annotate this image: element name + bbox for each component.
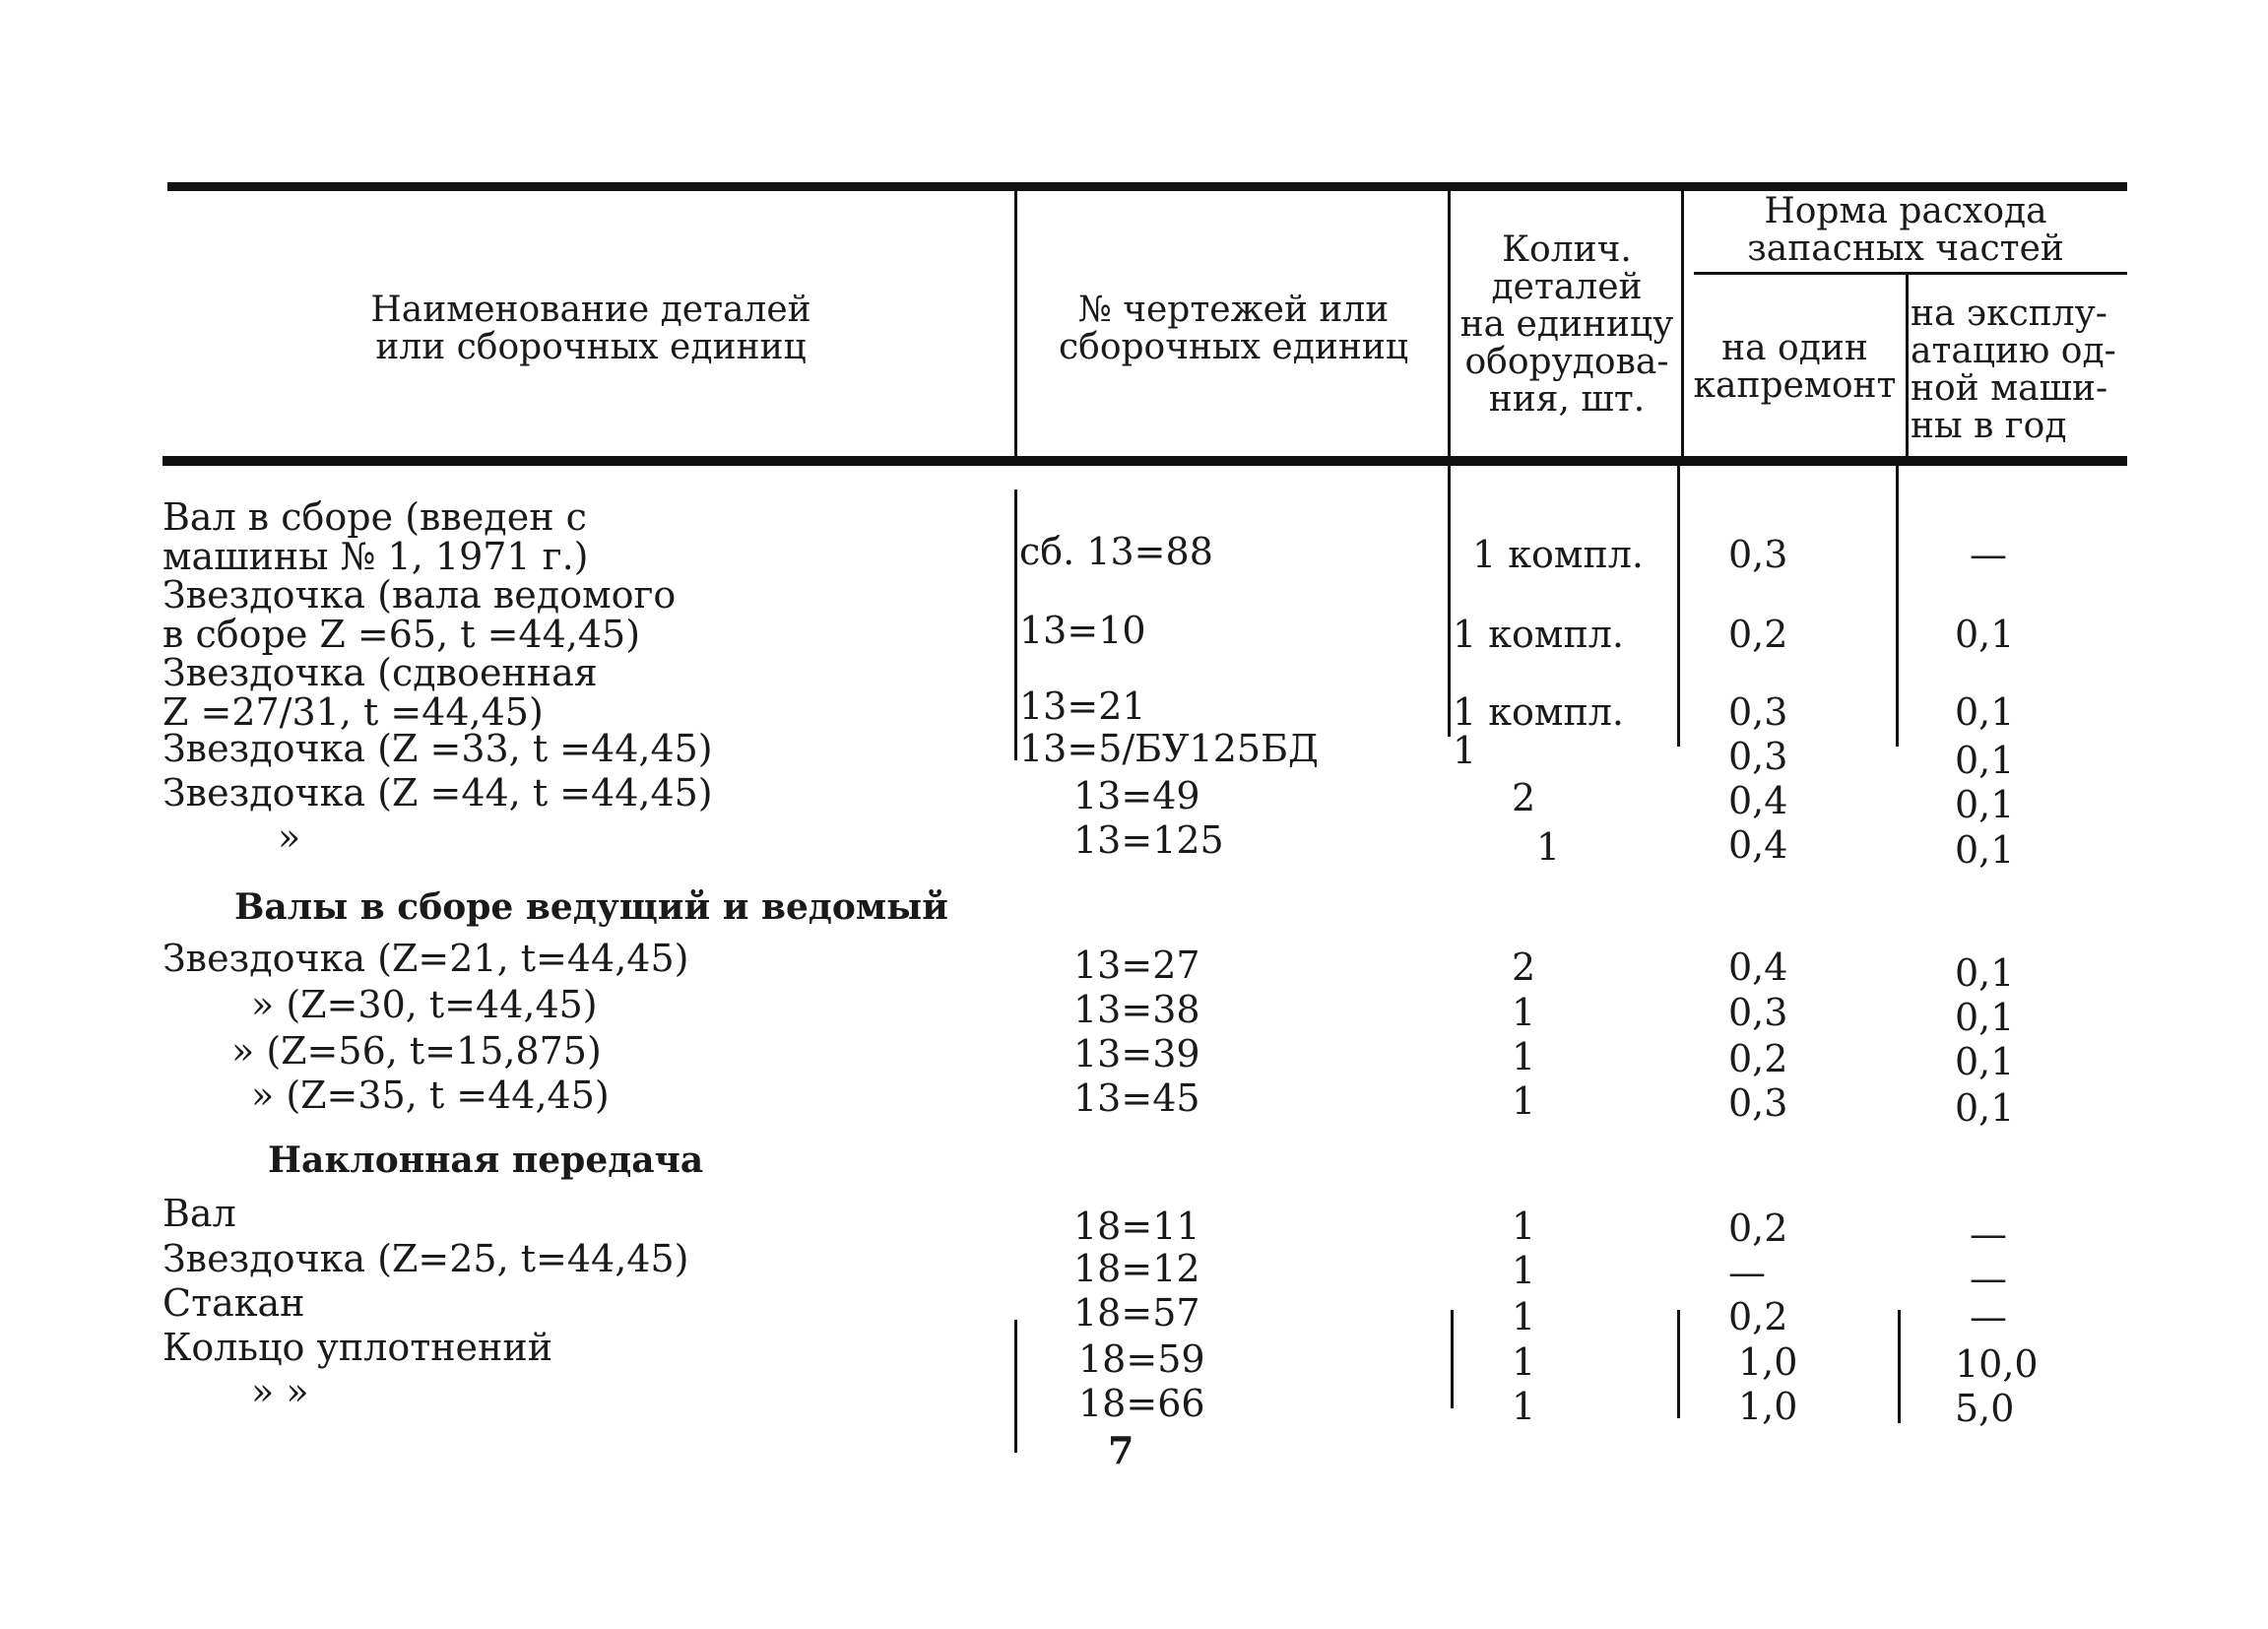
table-row-name: Звездочка (сдвоенная Z =27/31, t =44,45) <box>162 651 598 734</box>
table-row-drawing: 13=5/БУ125БД <box>1019 727 1319 770</box>
col-divider-1 <box>1014 191 1017 456</box>
table-row-drawing: 18=66 <box>1078 1382 1205 1425</box>
table-row-year: 0,1 <box>1955 1086 2015 1130</box>
table-row-repair: 0,2 <box>1728 613 1788 656</box>
table-row-name: Кольцо уплотнений <box>162 1326 553 1369</box>
table-row-qty: 1 <box>1512 1340 1536 1384</box>
table-row-repair: 0,3 <box>1728 991 1788 1034</box>
norm-header-rule <box>1694 272 2127 275</box>
table-row-name: Звездочка (вала ведомого в сборе Z =65, t =44,45) <box>162 573 677 656</box>
table-row-drawing: 13=39 <box>1073 1032 1200 1075</box>
table-row-repair: 0,4 <box>1728 823 1788 867</box>
col-divider-2 <box>1448 191 1451 456</box>
table-row-repair: 0,4 <box>1728 779 1788 822</box>
table-row-drawing: 13=10 <box>1019 609 1146 652</box>
table-row-qty: 1 <box>1512 1079 1536 1123</box>
table-row-name: Стакан <box>162 1281 305 1325</box>
table-row-repair: 0,3 <box>1728 533 1788 576</box>
header-bottom-rule <box>162 456 2127 466</box>
table-row-drawing: 13=21 <box>1019 684 1146 728</box>
col-divider-2-body <box>1448 466 1451 737</box>
table-row-qty: 1 <box>1512 1249 1536 1292</box>
header-drawing: № чертежей или сборочных единиц <box>1058 290 1409 367</box>
table-row-qty: 1 <box>1512 1295 1536 1338</box>
table-row-year: 10,0 <box>1955 1342 2039 1386</box>
table-row-drawing: 13=27 <box>1073 944 1200 987</box>
table-row-name: Вал в сборе (введен с машины № 1, 1971 г.) <box>162 495 589 578</box>
table-row-name: Вал <box>162 1192 236 1235</box>
table-row-repair: 0,3 <box>1728 735 1788 778</box>
table-row-year: — <box>1970 533 2007 576</box>
table-row-drawing: 13=125 <box>1073 818 1224 862</box>
table-row-year: 0,1 <box>1955 996 2015 1039</box>
table-row-name: Звездочка (Z=25, t=44,45) <box>162 1237 689 1280</box>
table-row-repair: 1,0 <box>1738 1385 1798 1428</box>
table-row-repair: 0,4 <box>1728 945 1788 989</box>
header-name: Наименование деталей или сборочных единиц <box>370 290 811 367</box>
table-row-qty: 2 <box>1512 945 1536 989</box>
col-divider-4-foot <box>1898 1310 1901 1423</box>
table-row-year: 0,1 <box>1955 613 2015 656</box>
section-title-incline: Наклонная передача <box>268 1140 704 1181</box>
table-row-repair: — <box>1728 1251 1766 1294</box>
table-row-year: 0,1 <box>1955 783 2015 826</box>
table-row-name: Звездочка (Z=21, t=44,45) <box>162 937 689 980</box>
table-row-name: » (Z=56, t=15,875) <box>231 1029 602 1073</box>
table-row-qty: 1 <box>1536 825 1561 869</box>
table-row-year: — <box>1970 1212 2007 1256</box>
table-row-name: Звездочка (Z =44, t =44,45) <box>162 771 713 814</box>
table-row-year: 5,0 <box>1955 1387 2015 1430</box>
table-row-repair: 0,2 <box>1728 1206 1788 1250</box>
table-row-year: — <box>1970 1295 2007 1338</box>
table-row-drawing: сб. 13=88 <box>1019 530 1213 573</box>
table-row-name: » (Z=30, t=44,45) <box>251 983 598 1026</box>
table-row-repair: 0,3 <box>1728 690 1788 734</box>
table-row-qty: 1 <box>1512 1035 1536 1078</box>
header-per-year: на эксплу- атацию од- ной маши- ны в год <box>1911 293 2116 446</box>
table-row-drawing: 18=59 <box>1078 1337 1205 1381</box>
col-divider-3-foot <box>1677 1310 1680 1418</box>
table-row-qty: 1 компл. <box>1472 533 1644 576</box>
col-divider-2-foot <box>1451 1310 1454 1408</box>
table-row-year: 0,1 <box>1955 1040 2015 1083</box>
table-row-drawing: 13=45 <box>1073 1076 1200 1120</box>
table-row-name: » » <box>251 1370 309 1413</box>
table-top-rule <box>167 182 2127 191</box>
col-divider-4 <box>1906 275 1909 456</box>
table-row-year: 0,1 <box>1955 690 2015 734</box>
table-row-name: » (Z=35, t =44,45) <box>251 1074 610 1117</box>
table-row-drawing: 13=49 <box>1073 774 1200 817</box>
table-row-qty: 1 <box>1453 729 1477 772</box>
page-number: 7 <box>1108 1428 1134 1472</box>
table-row-qty: 1 <box>1512 991 1536 1034</box>
table-row-drawing: 18=57 <box>1073 1291 1200 1335</box>
table-row-qty: 2 <box>1512 776 1536 819</box>
table-row-repair: 0,2 <box>1728 1295 1788 1338</box>
table-row-repair: 0,3 <box>1728 1081 1788 1125</box>
table-row-year: 0,1 <box>1955 828 2015 872</box>
table-row-qty: 1 компл. <box>1453 613 1624 656</box>
table-row-qty: 1 компл. <box>1453 690 1624 734</box>
table-row-qty: 1 <box>1512 1205 1536 1248</box>
col-divider-4-body <box>1896 466 1899 747</box>
table-row-name: Звездочка (Z =33, t =44,45) <box>162 727 713 770</box>
table-row-qty: 1 <box>1512 1385 1536 1428</box>
table-row-drawing: 13=38 <box>1073 988 1200 1031</box>
section-title-shafts: Валы в сборе ведущий и ведомый <box>234 886 948 928</box>
col-divider-1-foot <box>1014 1320 1017 1453</box>
table-row-repair: 1,0 <box>1738 1340 1798 1384</box>
table-row-year: 0,1 <box>1955 951 2015 995</box>
header-per-repair: на один капремонт <box>1693 328 1897 406</box>
table-row-drawing: 18=12 <box>1073 1247 1200 1290</box>
header-norm: Норма расхода запасных частей <box>1747 191 2064 269</box>
table-row-year: — <box>1970 1257 2007 1300</box>
col-divider-3-body <box>1677 466 1680 747</box>
table-row-drawing: 18=11 <box>1073 1205 1200 1248</box>
table-row-repair: 0,2 <box>1728 1037 1788 1080</box>
header-qty: Колич. деталей на единицу оборудова- ния, шт. <box>1459 229 1674 420</box>
table-row-year: 0,1 <box>1955 739 2015 782</box>
col-divider-1-body <box>1014 489 1017 760</box>
table-row-name: » <box>278 815 301 859</box>
